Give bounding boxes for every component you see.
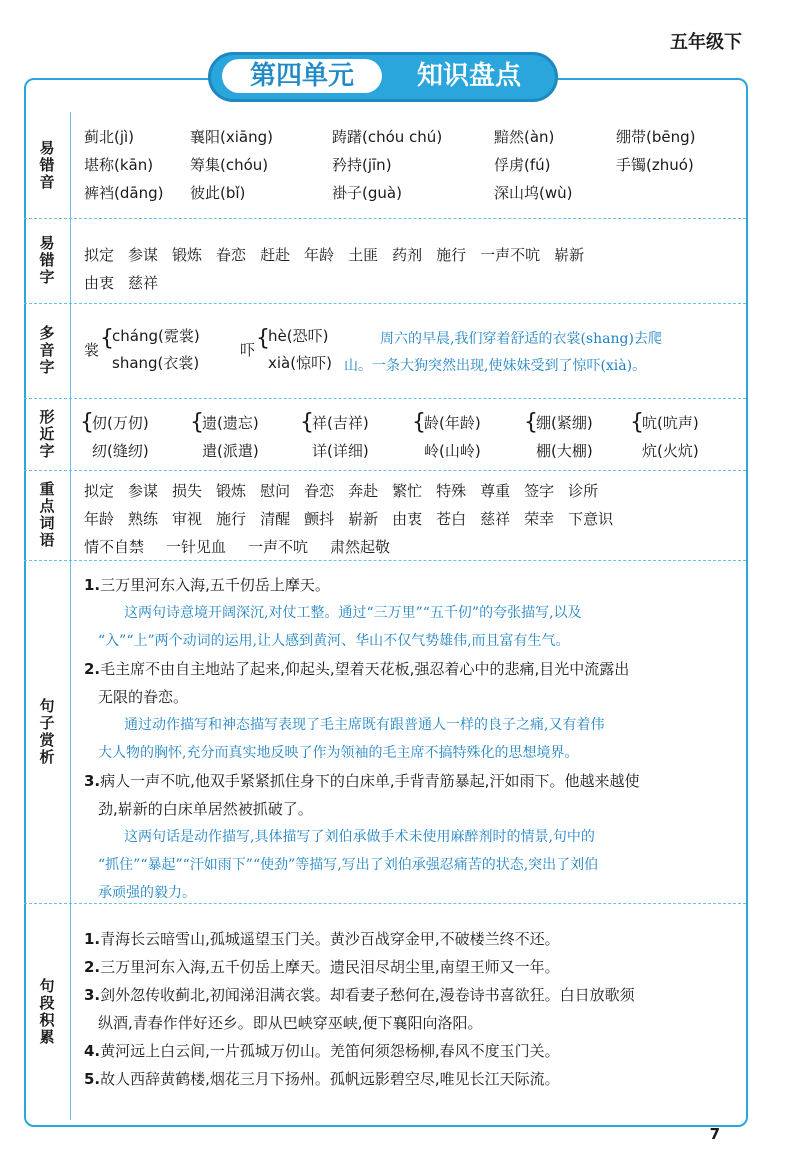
section-label: 句子赏析 (37, 697, 56, 766)
word: 参谋 (128, 482, 159, 500)
row-divider (24, 398, 746, 399)
row-divider (24, 903, 746, 904)
word: 慈祥 (480, 510, 511, 528)
brace-icon: { (412, 410, 426, 435)
word: 蓟北(jì) (84, 128, 135, 146)
row-divider (24, 218, 746, 219)
word: 一针见血 (166, 538, 227, 556)
column-divider (70, 112, 71, 1120)
brace-icon: { (80, 410, 94, 435)
brace-icon: { (630, 410, 644, 435)
row-divider (24, 303, 746, 304)
reading: hè(恐吓) (268, 327, 329, 345)
word: 棚(大棚) (536, 442, 593, 460)
word: 祥(吉祥) (312, 414, 369, 432)
poem-line: 3.剑外忽传收蓟北,初闻涕泪满衣裳。却看妻子愁何在,漫卷诗书喜欲狂。白日放歌须 (84, 986, 635, 1004)
word: 由衷 (84, 274, 115, 292)
word: 遗(遗忘) (202, 414, 259, 432)
word: 俘虏(fú) (494, 156, 551, 174)
word: 清醒 (260, 510, 291, 528)
word: 慈祥 (128, 274, 159, 292)
brace-icon: { (524, 410, 538, 435)
sentence-note: 这两句诗意境开阔深沉,对仗工整。通过“三万里”“五千仞”的夸张描写,以及 (124, 605, 582, 621)
grade-label: 五年级下 (670, 32, 742, 53)
word: 特殊 (436, 482, 467, 500)
sentence-note: 这两句话是动作描写,具体描写了刘伯承做手术未使用麻醉剂时的情景,句中的 (124, 829, 595, 845)
word: 一声不吭 (480, 246, 541, 264)
word: 审视 (172, 510, 203, 528)
word: 炕(火炕) (642, 442, 699, 460)
word: 岭(山岭) (424, 442, 481, 460)
section-label: 重点词语 (37, 481, 56, 549)
word: 情不自禁 (84, 538, 145, 556)
section-label: 易错字 (37, 235, 56, 286)
sentence-item: 2.毛主席不由自主地站了起来,仰起头,望着天花板,强忍着心中的悲痛,目光中流露出 (84, 660, 630, 678)
brace-icon: { (256, 326, 270, 351)
word: 肃然起敬 (330, 538, 391, 556)
word: 繁忙 (392, 482, 423, 500)
word: 眷恋 (216, 246, 247, 264)
row-divider (24, 560, 746, 561)
word: 签字 (524, 482, 555, 500)
word: 襄阳(xiāng) (190, 128, 273, 146)
section-label: 句段积累 (37, 977, 56, 1046)
poem-line: 5.故人西辞黄鹤楼,烟花三月下扬州。孤帆远影碧空尽,唯见长江天际流。 (84, 1070, 560, 1088)
word: 锻炼 (172, 246, 203, 264)
poem-line: 1.青海长云暗雪山,孤城遥望玉门关。黄沙百战穿金甲,不破楼兰终不还。 (84, 930, 560, 948)
word: 年龄 (84, 510, 115, 528)
word: 颤抖 (304, 510, 335, 528)
row-divider (24, 470, 746, 471)
word: 矜持(jīn) (332, 156, 392, 174)
sentence-note: 通过动作描写和神态描写表现了毛主席既有跟普通人一样的良子之痛,又有着伟 (124, 717, 605, 733)
brace-icon: { (100, 326, 114, 351)
sentence-item-cont: 无限的眷恋。 (98, 688, 189, 706)
brace-icon: { (300, 410, 314, 435)
word: 踌躇(chóu chú) (332, 128, 443, 146)
word: 筹集(chóu) (190, 156, 269, 174)
word: 赶赴 (260, 246, 291, 264)
word: 裤裆(dāng) (84, 184, 164, 202)
word: 深山坞(wù) (494, 184, 573, 202)
word: 苍白 (436, 510, 467, 528)
word: 绷带(bēng) (616, 128, 696, 146)
unit-title-banner (208, 52, 558, 102)
reading: xià(惊吓) (268, 354, 332, 372)
word: 手镯(zhuó) (616, 156, 694, 174)
word: 一声不吭 (248, 538, 309, 556)
word: 损失 (172, 482, 203, 500)
word: 吭(吭声) (642, 414, 699, 432)
sentence-item: 1.三万里河东入海,五千仞岳上摩天。 (84, 576, 330, 594)
word: 慰问 (260, 482, 291, 500)
word: 尊重 (480, 482, 511, 500)
word: 诊所 (568, 482, 599, 500)
example-sentence: 周六的早晨,我们穿着舒适的衣裳(shang)去爬 (380, 331, 662, 347)
word: 彼此(bǐ) (190, 184, 246, 202)
poem-line: 2.三万里河东入海,五千仞岳上摩天。遗民泪尽胡尘里,南望王师又一年。 (84, 958, 560, 976)
word: 荣幸 (524, 510, 555, 528)
word: 熟练 (128, 510, 159, 528)
sentence-note: 承顽强的毅力。 (98, 885, 196, 901)
unit-title: 第四单元 (222, 59, 382, 93)
reading: shang(衣裳) (112, 354, 200, 372)
word: 眷恋 (304, 482, 335, 500)
word: 拟定 (84, 246, 115, 264)
sentence-note: 大人物的胸怀,充分而真实地反映了作为领袖的毛主席不搞特殊化的思想境界。 (98, 745, 579, 761)
reading: cháng(霓裳) (112, 327, 200, 345)
sentence-note: “抓住”“暴起”“汗如雨下”“使劲”等描写,写出了刘伯承强忍痛苦的状态,突出了刘伯 (98, 857, 599, 873)
sentence-item: 3.病人一声不吭,他双手紧紧抓住身下的白床单,手背青筋暴起,汗如雨下。他越来越使 (84, 772, 640, 790)
word: 年龄 (304, 246, 335, 264)
word: 崭新 (554, 246, 585, 264)
word: 堪称(kān) (84, 156, 154, 174)
page-number: 7 (709, 1125, 720, 1143)
word: 土匪 (348, 246, 379, 264)
word: 下意识 (568, 510, 614, 528)
sentence-note: “入”“上”两个动词的运用,让人感到黄河、华山不仅气势雄伟,而且富有生气。 (98, 633, 570, 649)
word: 由衷 (392, 510, 423, 528)
word: 药剂 (392, 246, 423, 264)
word: 详(详细) (312, 442, 369, 460)
word: 锻炼 (216, 482, 247, 500)
section-label: 易错音 (37, 139, 56, 191)
polyphone-char: 吓 (240, 341, 256, 359)
word: 拟定 (84, 482, 115, 500)
section-label: 多音字 (37, 325, 56, 376)
sentence-item-cont: 劲,崭新的白床单居然被抓破了。 (98, 800, 313, 818)
polyphone-char: 裳 (84, 341, 100, 359)
section-label: 形近字 (37, 408, 56, 460)
word: 参谋 (128, 246, 159, 264)
word: 纫(缝纫) (92, 442, 149, 460)
word: 奔赴 (348, 482, 379, 500)
word: 崭新 (348, 510, 379, 528)
word: 褂子(guà) (332, 184, 402, 202)
word: 龄(年龄) (424, 414, 481, 432)
poem-line: 4.黄河远上白云间,一片孤城万仞山。羌笛何须怨杨柳,春风不度玉门关。 (84, 1042, 560, 1060)
word: 仞(万仞) (92, 414, 149, 432)
example-sentence: 山。一条大狗突然出现,使妹妹受到了惊吓(xià)。 (344, 358, 647, 374)
unit-subtitle: 知识盘点 (416, 61, 521, 91)
word: 施行 (436, 246, 467, 264)
brace-icon: { (190, 410, 204, 435)
word: 施行 (216, 510, 247, 528)
word: 遣(派遣) (202, 442, 259, 460)
poem-line-cont: 纵酒,青春作伴好还乡。即从巴峡穿巫峡,便下襄阳向洛阳。 (98, 1014, 483, 1032)
word: 绷(紧绷) (536, 414, 593, 432)
word: 黯然(àn) (494, 128, 555, 146)
